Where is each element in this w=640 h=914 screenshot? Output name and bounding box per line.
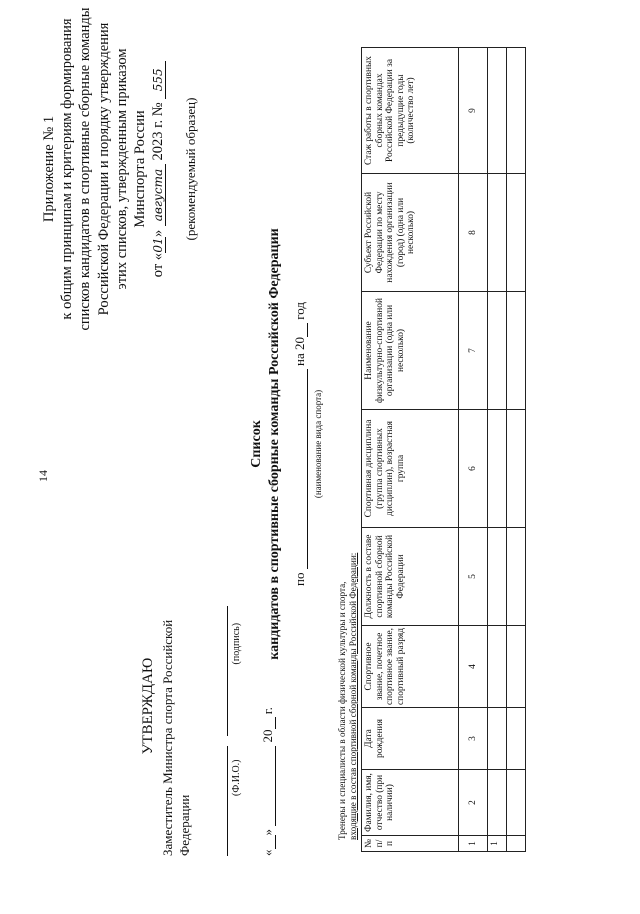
appendix-line: Российской Федерации и порядку утверждения bbox=[95, 22, 112, 316]
column-header: Спортивная дисциплина (группа спортивных дисциплин), возрастная группа bbox=[362, 410, 459, 528]
appendix-title: Приложение № 1 bbox=[41, 115, 57, 223]
column-header: Фамилия, имя, отчество (при наличии) bbox=[362, 770, 459, 836]
table-cell bbox=[507, 708, 526, 770]
list-title: Список bbox=[249, 420, 264, 468]
table-cell bbox=[488, 48, 507, 174]
table-cell bbox=[507, 410, 526, 528]
table-row bbox=[488, 48, 507, 852]
column-number: 6 bbox=[459, 410, 488, 528]
table-cell bbox=[507, 48, 526, 174]
order-number: 555 bbox=[151, 61, 166, 99]
column-header: Спортивное звание, почетное спортивное звание, спортивный разряд bbox=[362, 626, 459, 708]
signature-labels bbox=[228, 556, 245, 796]
sample-note: (рекомендуемый образец) bbox=[183, 97, 198, 241]
appendix-line: Минспорта России bbox=[132, 110, 149, 228]
table-cell bbox=[507, 836, 526, 852]
table-cell bbox=[488, 770, 507, 836]
approval-date: «» 20 г. bbox=[260, 707, 275, 856]
column-header: № п/п bbox=[362, 836, 459, 852]
table-cell bbox=[488, 708, 507, 770]
table-cell bbox=[507, 626, 526, 708]
column-header: Должность в составе спортивной сборной команды Российской Федерации bbox=[362, 528, 459, 626]
sport-caption: (наименование вида спорта) bbox=[313, 389, 323, 499]
appendix-order-date: от «01» августа 2023 г. № 555 bbox=[149, 4, 167, 334]
column-number: 4 bbox=[459, 626, 488, 708]
table-cell bbox=[507, 770, 526, 836]
column-header: Субъект Российской Федерации по месту нахождения организации (город) (одна или несколько) bbox=[362, 174, 459, 292]
sport-row: по на 20 год bbox=[292, 302, 307, 586]
column-number: 5 bbox=[459, 528, 488, 626]
list-subtitle: кандидатов в спортивные сборные команды Российской Федерации bbox=[267, 228, 282, 660]
table-cell bbox=[507, 292, 526, 410]
sport-name-line bbox=[294, 369, 308, 569]
order-month: августа bbox=[151, 164, 166, 226]
signature-label: (подпись) bbox=[231, 622, 242, 665]
approval-position: Заместитель Министра спорта Российской Федерации bbox=[160, 619, 192, 856]
table-cell: 1 bbox=[488, 836, 507, 852]
column-number: 7 bbox=[459, 292, 488, 410]
table-cell bbox=[488, 528, 507, 626]
table-cell bbox=[488, 174, 507, 292]
column-number-row bbox=[459, 48, 488, 852]
table-row bbox=[507, 48, 526, 852]
approval-month-line bbox=[262, 746, 276, 826]
table-note: Тренеры и специалисты в области физической культуры и спорта, входящие в состав спортивной сборной команды Российской Федерации: bbox=[337, 552, 358, 840]
column-number: 3 bbox=[459, 708, 488, 770]
appendix-line: к общим принципам и критериям формирования bbox=[59, 18, 76, 320]
table-cell bbox=[507, 174, 526, 292]
appendix-line: списков кандидатов в спортивные сборные команды bbox=[77, 7, 94, 331]
table-cell bbox=[488, 626, 507, 708]
table-cell bbox=[507, 528, 526, 626]
appendix-header bbox=[40, 4, 167, 334]
column-number: 8 bbox=[459, 174, 488, 292]
appendix-line: этих списков, утвержденным приказом bbox=[113, 48, 130, 290]
approval-title: УТВЕРЖДАЮ bbox=[140, 657, 156, 755]
table-header-row bbox=[362, 48, 459, 852]
coaches-table bbox=[361, 47, 526, 852]
column-header: Наименование физкультурно-спортивной организации (одна или несколько) bbox=[362, 292, 459, 410]
table-cell bbox=[488, 292, 507, 410]
column-number: 1 bbox=[459, 836, 488, 852]
column-header: Дата рождения bbox=[362, 708, 459, 770]
column-number: 9 bbox=[459, 48, 488, 174]
fio-line bbox=[214, 746, 228, 856]
signature-line bbox=[211, 556, 228, 856]
signature-field bbox=[214, 606, 228, 736]
page-number: 14 bbox=[36, 470, 50, 482]
table-cell bbox=[488, 410, 507, 528]
fio-label: (Ф.И.О.) bbox=[231, 759, 242, 796]
list-title-block bbox=[248, 224, 284, 664]
order-day: 01 bbox=[151, 237, 166, 253]
column-number: 2 bbox=[459, 770, 488, 836]
column-header: Стаж работы в спортивных сборных командах Российской Федерации за предыдущие годы (количество лет) bbox=[362, 48, 459, 174]
